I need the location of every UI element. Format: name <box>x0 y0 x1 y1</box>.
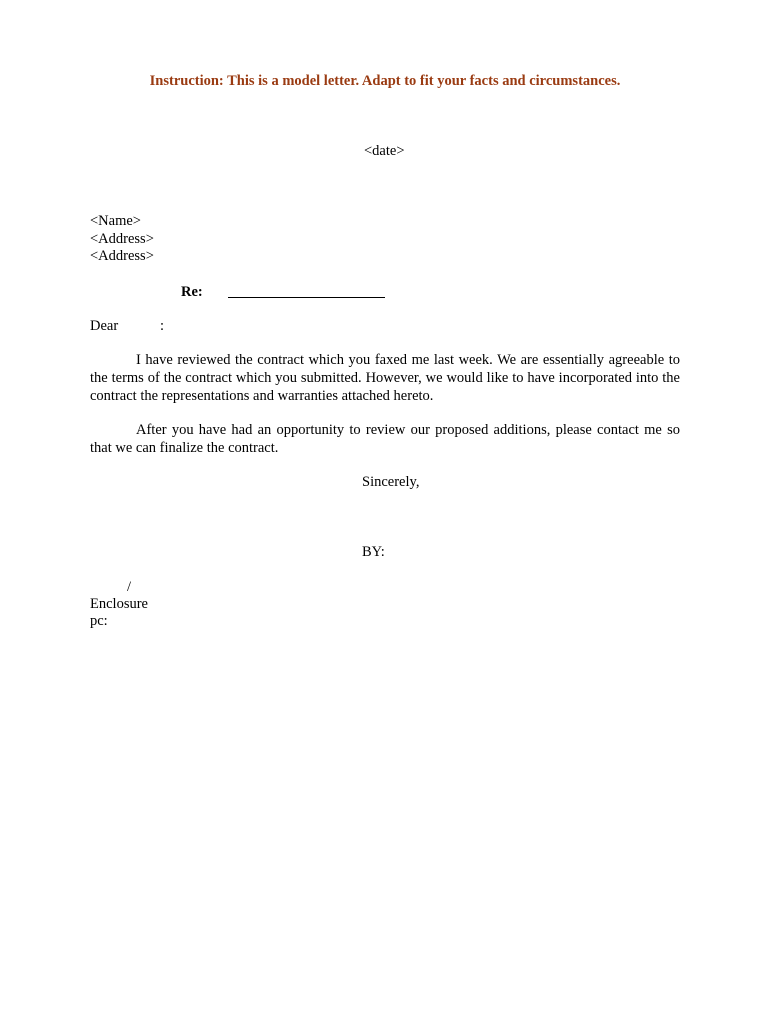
recipient-address-line-1: <Address> <box>90 231 154 247</box>
date-placeholder: <date> <box>364 143 405 159</box>
instruction-note: Instruction: This is a model letter. Adapt to fit your facts and circumstances. <box>149 73 621 89</box>
signature-by: BY: <box>362 544 385 560</box>
re-subject-line <box>228 297 385 298</box>
salutation-colon: : <box>160 318 165 334</box>
recipient-name: <Name> <box>90 213 141 229</box>
enclosure-note: Enclosure <box>90 596 148 612</box>
recipient-address-line-2: <Address> <box>90 248 154 264</box>
closing: Sincerely, <box>362 474 420 490</box>
pc-note: pc: <box>90 613 108 629</box>
body-paragraph-2: After you have had an opportunity to review our proposed additions, please contact me so that we can finalize the contract. <box>90 422 680 456</box>
initials-separator: / <box>127 579 132 595</box>
salutation: Dear <box>90 318 119 334</box>
body-paragraph-1: I have reviewed the contract which you faxed me last week. We are essentially agreeable to the terms of the contract which you submitted. However, we would like to have incorporated into the contract the representations and warranties attached hereto. <box>90 352 680 404</box>
re-label: Re: <box>181 284 203 300</box>
